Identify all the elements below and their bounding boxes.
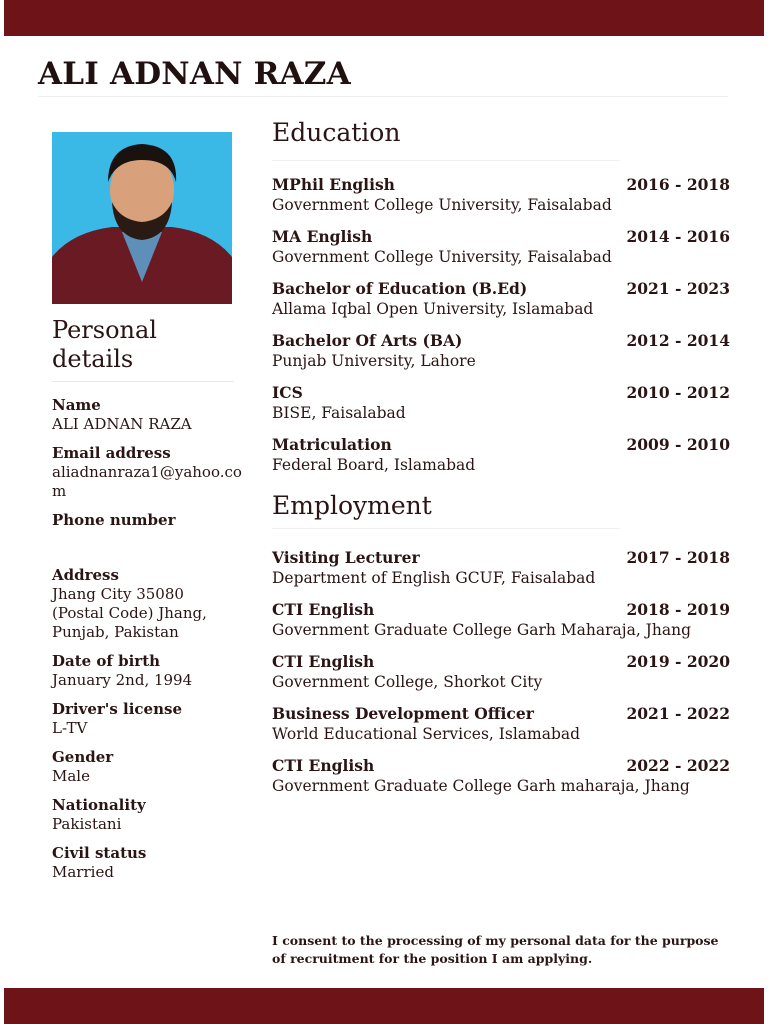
- date-range: 2016 - 2018: [626, 175, 730, 194]
- detail-value: Pakistani: [52, 815, 122, 833]
- detail-value: ALI ADNAN RAZA: [52, 415, 192, 433]
- employment-heading: Employment: [272, 491, 432, 520]
- detail-value: Married: [52, 863, 114, 881]
- job-title: CTI English: [272, 652, 375, 671]
- personal-details-heading: Personal details: [52, 316, 157, 373]
- institution-name: Punjab University, Lahore: [272, 352, 476, 370]
- detail-gender: [52, 748, 242, 786]
- date-range: 2014 - 2016: [626, 227, 730, 246]
- education-entry: [272, 279, 732, 331]
- employment-entry: [272, 704, 732, 756]
- education-entry: [272, 331, 732, 383]
- detail-email: [52, 444, 242, 501]
- employment-list: [272, 548, 732, 808]
- employment-divider: [272, 528, 620, 529]
- date-range: 2009 - 2010: [626, 435, 730, 454]
- job-title: CTI English: [272, 756, 375, 775]
- detail-label: Phone number: [52, 511, 176, 529]
- date-range: 2012 - 2014: [626, 331, 730, 350]
- detail-label: Nationality: [52, 796, 146, 814]
- education-entry: [272, 175, 732, 227]
- job-title: Visiting Lecturer: [272, 548, 420, 567]
- person-portrait-icon: [52, 132, 232, 304]
- employment-entry: [272, 548, 732, 600]
- detail-label: Driver's license: [52, 700, 182, 718]
- detail-license: [52, 700, 242, 738]
- personal-details-divider: [52, 381, 234, 382]
- organization-name: Government Graduate College Garh Maharaja, Jhang: [272, 621, 692, 639]
- organization-name: Government College, Shorkot City: [272, 673, 543, 691]
- employment-entry: [272, 652, 732, 704]
- detail-label: Email address: [52, 444, 171, 462]
- detail-civil-status: [52, 844, 242, 882]
- detail-dob: [52, 652, 242, 690]
- date-range: 2021 - 2022: [626, 704, 730, 723]
- detail-phone: [52, 511, 242, 556]
- education-entry: [272, 383, 732, 435]
- page-title: ALI ADNAN RAZA: [38, 56, 351, 92]
- detail-label: Civil status: [52, 844, 147, 862]
- date-range: 2010 - 2012: [626, 383, 730, 402]
- degree-title: MA English: [272, 227, 373, 246]
- detail-value: aliadnanraza1@yahoo.com: [52, 463, 242, 500]
- personal-details-list: [52, 396, 242, 892]
- profile-photo: [52, 132, 232, 304]
- education-list: [272, 175, 732, 487]
- institution-name: Government College University, Faisalabad: [272, 196, 612, 214]
- institution-name: Federal Board, Islamabad: [272, 456, 476, 474]
- date-range: 2018 - 2019: [626, 600, 730, 619]
- detail-value: January 2nd, 1994: [52, 671, 193, 689]
- degree-title: MPhil English: [272, 175, 395, 194]
- job-title: CTI English: [272, 600, 375, 619]
- detail-value: Male: [52, 767, 90, 785]
- date-range: 2021 - 2023: [626, 279, 730, 298]
- detail-label: Address: [52, 566, 119, 584]
- date-range: 2017 - 2018: [626, 548, 730, 567]
- education-divider: [272, 160, 620, 161]
- detail-address: [52, 566, 242, 642]
- date-range: 2019 - 2020: [626, 652, 730, 671]
- consent-statement: I consent to the processing of my personal data for the purpose of recruitment for the position I am applying.: [272, 933, 719, 966]
- detail-name: [52, 396, 242, 434]
- job-title: Business Development Officer: [272, 704, 534, 723]
- education-entry: [272, 227, 732, 279]
- detail-label: Date of birth: [52, 652, 161, 670]
- education-entry: [272, 435, 732, 487]
- date-range: 2022 - 2022: [626, 756, 730, 775]
- institution-name: Allama Iqbal Open University, Islamabad: [272, 300, 594, 318]
- detail-label: Name: [52, 396, 101, 414]
- top-accent-bar: [4, 0, 764, 36]
- bottom-accent-bar: [4, 988, 764, 1024]
- institution-name: Government College University, Faisalabad: [272, 248, 612, 266]
- organization-name: World Educational Services, Islamabad: [272, 725, 581, 743]
- detail-value-empty: [52, 530, 242, 556]
- employment-entry: [272, 756, 732, 808]
- detail-label: Gender: [52, 748, 114, 766]
- detail-nationality: [52, 796, 242, 834]
- detail-value: Jhang City 35080 (Postal Code) Jhang, Punjab, Pakistan: [52, 585, 207, 641]
- detail-value: L-TV: [52, 719, 88, 737]
- institution-name: BISE, Faisalabad: [272, 404, 406, 422]
- organization-name: Government Graduate College Garh maharaja, Jhang: [272, 777, 690, 795]
- degree-title: Bachelor Of Arts (BA): [272, 331, 463, 350]
- degree-title: ICS: [272, 383, 303, 402]
- degree-title: Matriculation: [272, 435, 392, 454]
- degree-title: Bachelor of Education (B.Ed): [272, 279, 528, 298]
- title-divider: [38, 96, 728, 97]
- education-heading: Education: [272, 118, 401, 147]
- employment-entry: [272, 600, 732, 652]
- organization-name: Department of English GCUF, Faisalabad: [272, 569, 596, 587]
